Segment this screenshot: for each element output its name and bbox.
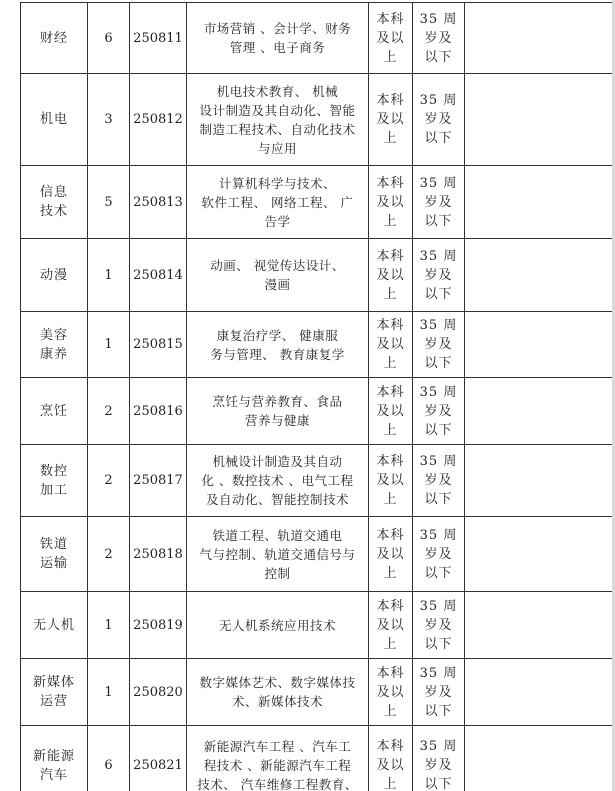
category-cell: [21, 74, 88, 166]
category-cell: [21, 239, 88, 312]
majors-cell-line: 术、新媒体技术: [231, 694, 323, 709]
age-cell-line: 岁及: [424, 546, 453, 562]
category-cell: [21, 726, 88, 791]
majors-cell-line: 技术、 汽车维修工程教育、: [197, 777, 358, 791]
count-cell: 5: [88, 166, 130, 239]
age-cell: [413, 166, 465, 239]
age-cell-line: 35 周: [419, 454, 458, 469]
table-row: [21, 239, 615, 312]
age-cell-line: 以下: [424, 703, 453, 719]
position-code-cell: 250819: [130, 592, 187, 659]
majors-cell-line: 化 、数控技术 、电气工程: [201, 473, 354, 488]
age-cell-line: 岁及: [424, 617, 453, 633]
remarks-cell: [465, 166, 615, 239]
majors-cell-line: 市场营销 、会计学、财务: [203, 21, 352, 36]
education-cell: [369, 74, 413, 166]
remarks-cell: [465, 74, 615, 166]
education-cell-line: 本科: [376, 318, 405, 333]
majors-cell-line: 烹饪与营养教育、食品: [212, 394, 343, 409]
category-cell-line: 运营: [39, 694, 68, 709]
age-cell-line: 35 周: [419, 665, 458, 681]
count-cell: 2: [88, 517, 130, 592]
category-cell-line: 信息: [39, 185, 68, 200]
education-cell-line: 本科: [376, 598, 405, 614]
count-cell: 6: [88, 3, 130, 74]
remarks-cell: [465, 3, 615, 74]
count-cell: 1: [88, 312, 130, 378]
count-cell: 2: [88, 445, 130, 517]
age-cell-line: 岁及: [424, 194, 453, 210]
education-cell-line: 及以: [376, 473, 405, 488]
education-cell-line: 本科: [376, 739, 405, 754]
category-cell-line: 铁道: [39, 537, 68, 552]
age-cell: [413, 659, 465, 726]
age-cell: [413, 239, 465, 312]
majors-cell-line: 程技术 、新能源汽车工程: [203, 758, 352, 773]
majors-cell: [187, 3, 369, 74]
education-cell-line: 上: [383, 213, 398, 229]
majors-cell-line: 计算机科学与技术、: [218, 175, 336, 191]
majors-cell: [187, 517, 369, 592]
age-cell-line: 35 周: [419, 739, 458, 754]
remarks-cell: [465, 726, 615, 791]
education-cell-line: 上: [383, 636, 398, 652]
age-cell-line: 35 周: [419, 93, 458, 108]
age-cell: [413, 3, 465, 74]
table-row: [21, 726, 615, 791]
category-cell: [21, 166, 88, 239]
position-code-cell: 250811: [130, 3, 187, 74]
position-code-cell: 250815: [130, 312, 187, 378]
education-cell-line: 本科: [376, 248, 405, 264]
education-cell-line: 上: [383, 565, 398, 581]
remarks-cell: [465, 378, 615, 445]
education-cell-line: 上: [383, 131, 398, 146]
age-cell-line: 岁及: [424, 267, 453, 283]
education-cell: [369, 517, 413, 592]
education-cell-line: 及以: [376, 758, 405, 773]
category-cell-line: 美容: [39, 327, 68, 343]
category-cell-line: 烹饪: [39, 403, 68, 419]
age-cell-line: 35 周: [419, 598, 458, 614]
table-row: [21, 166, 615, 239]
education-cell-line: 本科: [376, 384, 405, 400]
majors-cell: [187, 726, 369, 791]
remarks-cell: [465, 239, 615, 312]
education-cell: [369, 445, 413, 517]
education-cell: [369, 166, 413, 239]
majors-cell-line: 无人机系统应用技术: [218, 617, 336, 633]
age-cell-line: 35 周: [419, 384, 458, 400]
age-cell-line: 岁及: [424, 112, 453, 127]
age-cell: [413, 312, 465, 378]
education-cell-line: 及以: [376, 194, 405, 210]
category-cell-line: 新媒体: [32, 675, 75, 690]
age-cell-line: 岁及: [424, 403, 453, 419]
age-cell-line: 以下: [424, 492, 453, 507]
education-cell-line: 上: [383, 492, 398, 507]
age-cell-line: 35 周: [419, 175, 458, 191]
age-cell: [413, 726, 465, 791]
recruitment-table: [20, 2, 615, 791]
education-cell: [369, 312, 413, 378]
age-cell: [413, 445, 465, 517]
majors-cell-line: 告学: [264, 213, 291, 229]
age-cell-line: 以下: [424, 422, 453, 438]
education-cell: [369, 726, 413, 791]
education-cell-line: 上: [383, 777, 398, 791]
age-cell-line: 以下: [424, 356, 453, 371]
majors-cell-line: 营养与健康: [244, 413, 310, 428]
majors-cell: [187, 378, 369, 445]
category-cell: [21, 659, 88, 726]
category-cell: [21, 592, 88, 659]
education-cell-line: 及以: [376, 337, 405, 352]
education-cell-line: 及以: [376, 112, 405, 127]
majors-cell-line: 设计制造及其自动化、智能: [199, 102, 356, 118]
age-cell-line: 岁及: [424, 473, 453, 488]
category-cell-line: 财经: [39, 30, 68, 46]
category-cell-line: 技术: [39, 204, 68, 219]
category-cell-line: 汽车: [39, 767, 68, 783]
majors-cell-line: 动画、 视觉传达设计、: [210, 258, 345, 273]
age-cell: [413, 74, 465, 166]
majors-cell-line: 新能源汽车工程 、汽车工: [203, 739, 352, 754]
age-cell-line: 以下: [424, 636, 453, 652]
majors-cell-line: 漫画: [264, 277, 291, 292]
category-cell-line: 动漫: [39, 267, 68, 283]
education-cell-line: 及以: [376, 617, 405, 633]
category-cell-line: 运输: [39, 556, 68, 571]
remarks-cell: [465, 445, 615, 517]
majors-cell-line: 管理 、电子商务: [229, 40, 326, 55]
majors-cell: [187, 659, 369, 726]
category-cell-line: 机电: [39, 112, 68, 127]
education-cell-line: 本科: [376, 527, 405, 543]
table-body: [21, 3, 615, 791]
position-code-cell: 250818: [130, 517, 187, 592]
majors-cell-line: 数字媒体艺术、数字媒体技: [199, 675, 356, 690]
age-cell-line: 以下: [424, 131, 453, 146]
majors-cell: [187, 592, 369, 659]
table-row: [21, 659, 615, 726]
education-cell-line: 本科: [376, 93, 405, 108]
table-row: [21, 74, 615, 166]
education-cell: [369, 592, 413, 659]
position-code-cell: 250812: [130, 74, 187, 166]
position-code-cell: 250816: [130, 378, 187, 445]
age-cell-line: 35 周: [419, 11, 458, 27]
education-cell: [369, 378, 413, 445]
age-cell-line: 35 周: [419, 527, 458, 543]
majors-cell-line: 及自动化、智能控制技术: [205, 492, 349, 507]
age-cell-line: 35 周: [419, 248, 458, 264]
education-cell-line: 上: [383, 422, 398, 438]
education-cell: [369, 239, 413, 312]
education-cell-line: 及以: [376, 267, 405, 283]
majors-cell: [187, 239, 369, 312]
education-cell-line: 上: [383, 49, 398, 65]
count-cell: 1: [88, 592, 130, 659]
age-cell-line: 35 周: [419, 318, 458, 333]
position-code-cell: 250821: [130, 726, 187, 791]
majors-cell: [187, 445, 369, 517]
remarks-cell: [465, 517, 615, 592]
education-cell-line: 本科: [376, 175, 405, 191]
category-cell: [21, 378, 88, 445]
education-cell-line: 及以: [376, 546, 405, 562]
age-cell: [413, 378, 465, 445]
table-row: [21, 312, 615, 378]
majors-cell-line: 务与管理、 教育康复学: [210, 346, 345, 362]
age-cell-line: 岁及: [424, 30, 453, 46]
education-cell-line: 及以: [376, 684, 405, 700]
table-row: [21, 3, 615, 74]
remarks-cell: [465, 659, 615, 726]
table-row: [21, 378, 615, 445]
category-cell: [21, 517, 88, 592]
age-cell-line: 以下: [424, 213, 453, 229]
count-cell: 6: [88, 726, 130, 791]
majors-cell-line: 康复治疗学、 健康服: [216, 327, 339, 343]
age-cell-line: 以下: [424, 777, 453, 791]
remarks-cell: [465, 312, 615, 378]
position-code-cell: 250820: [130, 659, 187, 726]
majors-cell-line: 气与控制、轨道交通信号与: [199, 546, 356, 562]
count-cell: 1: [88, 239, 130, 312]
age-cell: [413, 517, 465, 592]
majors-cell-line: 机电技术教育、 机械: [216, 83, 339, 99]
majors-cell: [187, 74, 369, 166]
education-cell-line: 及以: [376, 30, 405, 46]
education-cell-line: 本科: [376, 11, 405, 27]
table-row: [21, 592, 615, 659]
category-cell: [21, 312, 88, 378]
education-cell: [369, 3, 413, 74]
age-cell-line: 以下: [424, 565, 453, 581]
category-cell: [21, 445, 88, 517]
category-cell-line: 数控: [39, 463, 68, 479]
education-cell-line: 及以: [376, 403, 405, 419]
majors-cell-line: 制造工程技术、自动化技术: [199, 121, 356, 137]
count-cell: 2: [88, 378, 130, 445]
majors-cell-line: 机械设计制造及其自动: [212, 454, 343, 469]
majors-cell-line: 控制: [264, 565, 291, 581]
education-cell-line: 上: [383, 286, 398, 302]
majors-cell-line: 与应用: [257, 140, 297, 156]
category-cell-line: 康养: [39, 346, 68, 362]
table-row: [21, 445, 615, 517]
category-cell-line: 无人机: [32, 617, 75, 633]
education-cell-line: 本科: [376, 454, 405, 469]
majors-cell-line: 软件工程、 网络工程、 广: [201, 194, 354, 210]
remarks-cell: [465, 592, 615, 659]
majors-cell: [187, 312, 369, 378]
education-cell-line: 上: [383, 703, 398, 719]
education-cell: [369, 659, 413, 726]
majors-cell-line: 铁道工程、轨道交通电: [212, 527, 343, 543]
position-code-cell: 250814: [130, 239, 187, 312]
education-cell-line: 本科: [376, 665, 405, 681]
age-cell: [413, 592, 465, 659]
majors-cell: [187, 166, 369, 239]
count-cell: 1: [88, 659, 130, 726]
table-row: [21, 517, 615, 592]
age-cell-line: 岁及: [424, 758, 453, 773]
category-cell-line: 新能源: [32, 748, 75, 764]
age-cell-line: 岁及: [424, 684, 453, 700]
category-cell-line: 加工: [39, 482, 68, 498]
category-cell: [21, 3, 88, 74]
education-cell-line: 上: [383, 356, 398, 371]
position-code-cell: 250817: [130, 445, 187, 517]
age-cell-line: 以下: [424, 286, 453, 302]
position-code-cell: 250813: [130, 166, 187, 239]
age-cell-line: 岁及: [424, 337, 453, 352]
count-cell: 3: [88, 74, 130, 166]
age-cell-line: 以下: [424, 49, 453, 65]
